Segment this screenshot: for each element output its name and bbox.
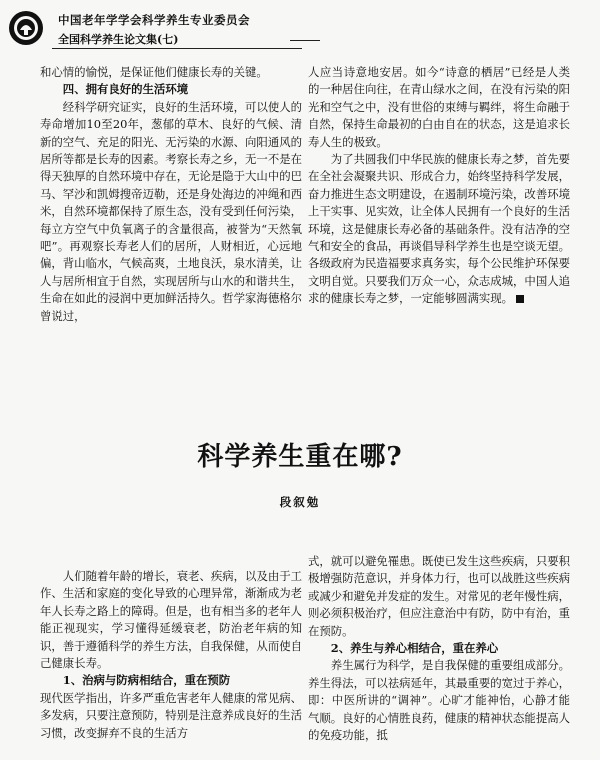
paragraph: 经科学研究证实，良好的生活环境，可以使人的寿命增加10至20年，葱郁的草木、良好的气候、清新的空气、充足的阳光、无污染的水源、向阳通风的居所等都是长寿的因素。考察长寿之乡，无一不是在得天独厚的自然环境中存在，无论是隐于大山中的巴马、罕沙和凯姆搜帝迈勒，还是身处海边的冲绳和西米，自然环境都保持了原生态，没有受到任何污染，每立方空气中负氧离子的含量很高，被誉为“天然氧吧”。再观察长寿老人们的居所，人财相近，心远地偏，背山临水，气候高爽，土地良沃，泉水清美，让人与居所相宜于自然，实现居所与山水的和谐共生，生命在如此的浸润中更加鲜活持久。哲学家海德格尔曾说过，	[40, 99, 303, 323]
paragraph: 现代医学指出，许多严重危害老年人健康的常见病、多发病，只要注意预防，特别是注意养成良好的生活习惯，改变摒弃不良的生活方	[40, 690, 302, 740]
section-heading: 1、治病与防病相结合，重在预防	[62, 673, 231, 688]
paragraph-last	[308, 151, 570, 308]
header-divider	[52, 48, 302, 49]
article-author: 段叙勉	[279, 495, 321, 509]
paragraph: 人应当诗意地安居。如今“诗意的栖居”已经是人类的一种居住向往，在青山绿水之间，在没有污染的阳光和空气之中，没有世俗的束缚与羁绊，将生命融于自然，保持生命最初的白由自在的状态，这是追求长寿人生的极致。	[308, 65, 570, 149]
paragraph: 人们随着年龄的增长，衰老、疾病，以及由于工作、生活和家庭的变化导致的心理异常，渐渐成为老年人长寿之路上的障碍。但是，也有相当多的老年人能正视现实，学习懂得延缓衰老，防治老年病的知识，善于遵循科学的养生方法，自我保健，从而使自己健康长寿。	[40, 569, 303, 671]
header-society-name: 中国老年学学会科学养生专业委员会	[58, 13, 250, 27]
paragraph: 和心情的愉悦，是保证他们健康长寿的关键。	[40, 65, 268, 79]
column-bottom-left	[40, 568, 302, 742]
paragraph: 养生属行为科学，是自我保健的重要组成部分。养生得法，可以祛病延年，其最重要的宽过于养心，即：中医所讲的“调神”。心旷才能神怡，心静才能气顺。良好的心情胜良药，健康的精神状态能提高人的免疫功能，抵	[308, 658, 571, 743]
society-emblem-icon	[8, 10, 44, 46]
header-divider-short	[290, 40, 320, 41]
column-top-right	[308, 64, 570, 308]
section-heading: 2、养生与养心相结合，重在养心	[330, 641, 499, 656]
section-heading: 四、拥有良好的生活环境	[62, 82, 189, 97]
page-header	[0, 0, 600, 56]
paragraph: 式，就可以避免罹患。既使已发生这些疾病，只要积极增强防范意识，并身体力行，也可以战胜这些疾病或减少和避免并发症的发生。对常见的老年慢性病，则必须积极治疗，但应注意治中有防，防中有治，重在预防。	[308, 554, 570, 638]
end-of-article-mark	[516, 295, 524, 303]
header-collection-title: 全国科学养生论文集(七)	[58, 33, 179, 46]
article-title: 科学养生重在哪?	[197, 442, 403, 472]
column-top-left	[40, 64, 302, 325]
paragraph-text: 为了共圆我们中华民族的健康长寿之梦，首先要在全社会凝聚共识、形成合力，始终坚持科学发展，奋力推进生态文明建设，在遏制环境污染，改善环境上干实事、见实效，让全体人民拥有一个良好的生活环境，这是健康长寿必备的基础条件。没有洁净的空气和安全的食品，再谈倡导科学养生也是空谈无望。各级政府为民造福要求真务实，每个公民维护环保要文明自觉。只要我们万众一心，众志成城，中国人追求的健康长寿之梦，一定能够圆满实现。	[308, 152, 571, 306]
column-bottom-right	[308, 553, 570, 744]
